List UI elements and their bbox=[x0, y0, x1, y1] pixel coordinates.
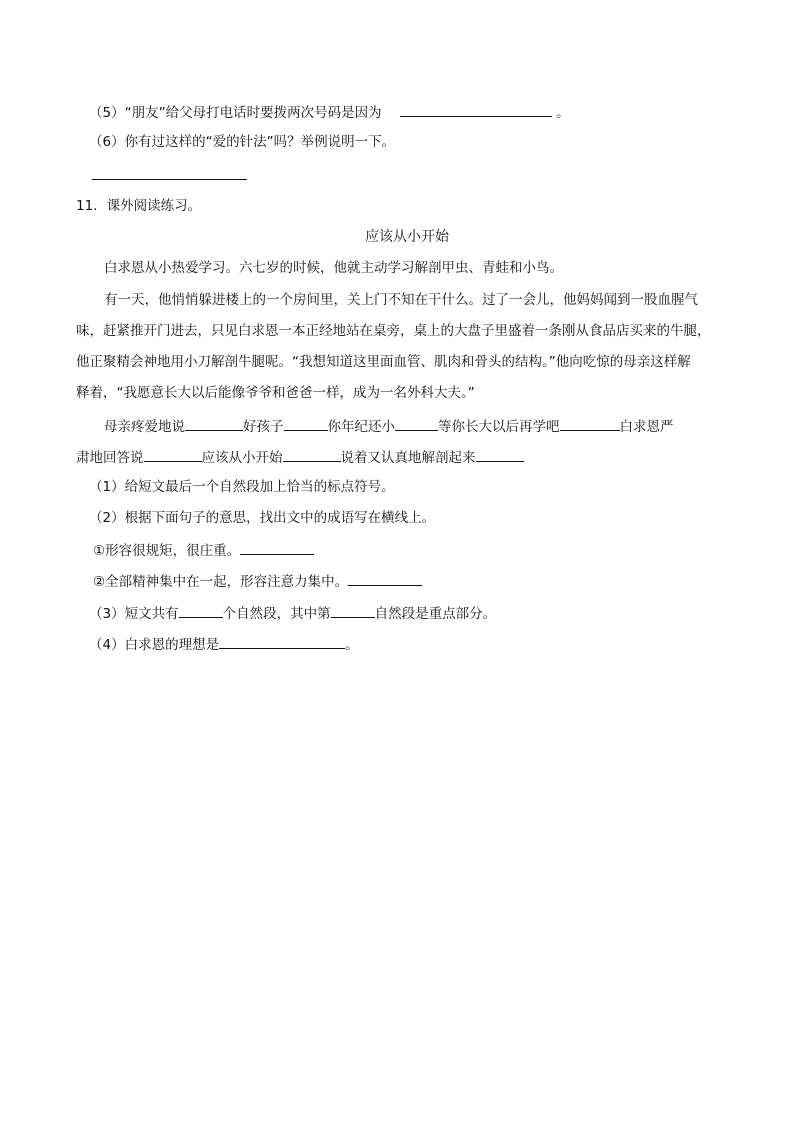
passage-paragraph-3-line-2 bbox=[76, 447, 524, 467]
idiom-blank-1[interactable] bbox=[240, 540, 314, 555]
sub-question-3-text-b: 个自然段，其中第 bbox=[222, 606, 331, 622]
sub-question-2: （2）根据下面句子的意思，找出文中的成语写在横线上。 bbox=[89, 510, 436, 526]
question-5-text: （5）“朋友”给父母打电话时要拨两次号码是因为 bbox=[89, 105, 382, 121]
key-paragraph-blank[interactable] bbox=[331, 603, 375, 618]
sub-question-4-text: （4）白求恩的理想是 bbox=[89, 637, 220, 653]
passage-paragraph-2-line-4: 释着，“我愿意长大以后能像爷爷和爸爸一样，成为一名外科大夫。” bbox=[76, 385, 475, 401]
punctuation-blank-1[interactable] bbox=[185, 416, 243, 431]
punctuation-blank-3[interactable] bbox=[395, 416, 438, 431]
p3-segment-a: 母亲疼爱地说 bbox=[104, 419, 185, 435]
sub-question-1: （1）给短文最后一个自然段加上恰当的标点符号。 bbox=[89, 479, 395, 495]
sub-question-3-text-c: 自然段是重点部分。 bbox=[374, 606, 497, 622]
answer-line-6[interactable] bbox=[92, 165, 247, 185]
idiom-blank-2[interactable] bbox=[348, 571, 422, 586]
punctuation-blank-5[interactable] bbox=[144, 447, 202, 462]
punctuation-blank-2[interactable] bbox=[284, 416, 328, 431]
sub-question-2-item-1-text: ①形容很规矩，很庄重。 bbox=[93, 543, 241, 559]
p3-segment-g: 应该从小开始 bbox=[201, 450, 283, 466]
question-6: （6）你有过这样的“爱的针法”吗？举例说明一下。 bbox=[89, 134, 396, 150]
p3-segment-h: 说着又认真地解剖起来 bbox=[340, 450, 476, 466]
ideal-blank[interactable] bbox=[219, 634, 345, 649]
p3-segment-e: 白求恩严 bbox=[619, 419, 674, 435]
punctuation-blank-7[interactable] bbox=[476, 447, 524, 462]
p3-segment-d: 等你长大以后再学吧 bbox=[438, 419, 560, 435]
passage-paragraph-2-line-3: 他正聚精会神地用小刀解剖牛腿呢。“我想知道这里面血管、肌肉和骨头的结构。”他向吃惊的母亲这样解 bbox=[76, 354, 691, 370]
paragraph-count-blank[interactable] bbox=[179, 603, 223, 618]
sub-question-2-item-2 bbox=[93, 571, 422, 591]
answer-blank-6[interactable] bbox=[92, 165, 247, 180]
sub-question-3 bbox=[89, 603, 496, 623]
question-11-heading: 11．课外阅读练习。 bbox=[76, 198, 202, 214]
question-5 bbox=[89, 102, 570, 122]
sub-question-2-item-1 bbox=[93, 540, 314, 560]
answer-blank-5[interactable] bbox=[400, 102, 552, 117]
passage-paragraph-3-line-1 bbox=[104, 416, 674, 436]
p3-segment-f: 肃地回答说 bbox=[76, 450, 144, 466]
sub-question-4-end: 。 bbox=[345, 637, 359, 653]
punctuation-blank-6[interactable] bbox=[283, 447, 341, 462]
sub-question-2-item-2-text: ②全部精神集中在一起，形容注意力集中。 bbox=[93, 574, 349, 590]
question-5-end: 。 bbox=[556, 105, 570, 121]
sub-question-4 bbox=[89, 634, 359, 654]
passage-title: 应该从小开始 bbox=[365, 229, 449, 245]
passage-paragraph-2-line-2: 味，赶紧推开门进去，只见白求恩一本正经地站在桌旁，桌上的大盘子里盛着一条刚从食品店买来的牛腿， bbox=[76, 323, 711, 339]
p3-segment-b: 好孩子 bbox=[243, 419, 284, 435]
sub-question-3-text-a: （3）短文共有 bbox=[89, 606, 179, 622]
punctuation-blank-4[interactable] bbox=[560, 416, 620, 431]
p3-segment-c: 你年纪还小 bbox=[327, 419, 395, 435]
passage-paragraph-2-line-1: 有一天，他悄悄躲进楼上的一个房间里，关上门不知在干什么。过了一会儿，他妈妈闻到一股血腥气 bbox=[104, 292, 698, 308]
passage-paragraph-1: 白求恩从小热爱学习。六七岁的时候，他就主动学习解剖甲虫、青蛙和小鸟。 bbox=[104, 260, 563, 276]
